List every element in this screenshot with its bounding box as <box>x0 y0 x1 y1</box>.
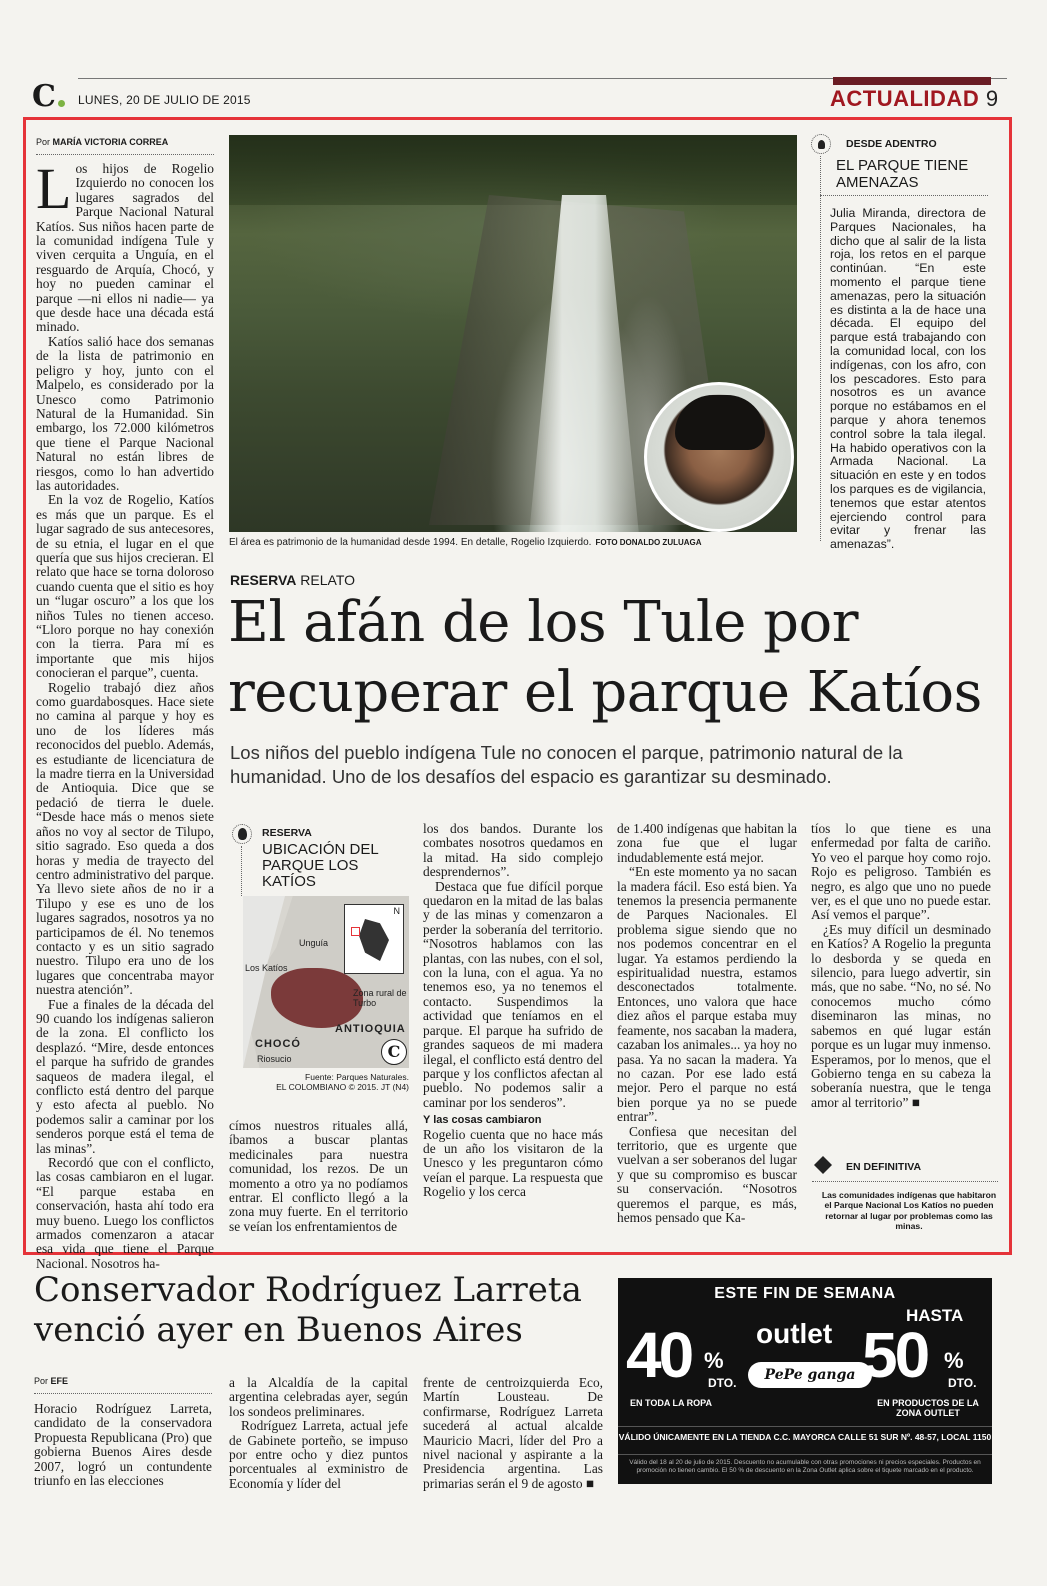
brand-logo: PePe ganga <box>748 1362 872 1388</box>
bottom-byline: Por EFE <box>34 1376 69 1386</box>
north-arrow: N <box>393 906 400 916</box>
summary-body: Las comunidades indígenas que habitaron el Parque Nacional Los Katíos no pueden retornar al lugar por problemas como las minas. <box>821 1190 997 1232</box>
story-deck: Los niños del pueblo indígena Tule no conocen el parque, patrimonio natural de la humanidad. Uno de los desafíos del espacio es garantizar su desminado. <box>230 742 903 787</box>
story-column-5: tíos lo que tiene es una enfermedad por falta de cariño. Yo veo el parque hoy como rojo. Rojo es peligroso. También es negro, es algo que uno no puede ver, es el que uno no puede estar. Así vemos el parque”. ¿Es muy difícil un desminado en Katíos? A Rogelio la pregunta lo desborda y se queda en silencio, para luego advertir, sin más, que no sabe. “No, no sé. No conocemos mucho cómo diseminaron las minas, no sabemos en qué lugar están porque es un lugar muy inmenso. Esperamos, por lo menos, que el Gobierno tenga en su cabeza la soberanía nuestra, que le tenga amor al territorio” ■ <box>811 821 991 1110</box>
ad-hasta: HASTA <box>906 1306 964 1325</box>
bottom-byline-rule <box>34 1393 212 1394</box>
map-logo: C <box>381 1039 407 1065</box>
photo-credit: FOTO DONALDO ZULUAGA <box>595 538 702 547</box>
portrait-photo <box>644 382 794 532</box>
ad-left-sub: EN TODA LA ROPA <box>630 1398 713 1408</box>
story-column-4: de 1.400 indígenas que habitan la zona fue que el lugar indudablemente está mejor. “En este momento ya no sacan la madera fácil. Eso está bien. Ya tenemos la presencia permanente de Parques Nacionales. El problema sigue siendo que no nos podemos concentrar en el lugar. Ya estamos perdiendo la espiritualidad nuestra, estamos desconectados totalmente. Entonces, uno valora que hace diez años el parque estaba muy feamente, nos sacaban la madera, cazaban los animales... ya hoy no pasa. Ya no sacan la madera. Ya no cazan. Por ese lado está mejor. Pero el parque no está bien porque ya no se puede entrar”. Confiesa que necesitan del territorio, que es urgente que vuelvan a ser soberanos del lugar y que su compromiso es buscar su conservación. “Nosotros queremos el parque, es más, hemos pensado que Ka- <box>617 821 797 1225</box>
sidebar-rule <box>820 156 821 541</box>
bottom-column-3: frente de centroizquierda Eco, Martín Lousteau. De confirmarse, Rodríguez Larreta sucederá al actual alcalde Mauricio Macri, líder del Pro a nivel nacional y aspirante a la Presidencia argentina. Las primarias serán el 9 de agosto ■ <box>423 1375 603 1491</box>
map-label-unguia: Unguía <box>299 938 329 948</box>
map-label-choco: CHOCÓ <box>255 1038 301 1050</box>
map-kicker: RESERVA <box>262 827 312 839</box>
sidebar-title: EL PARQUE TIENE AMENAZAS <box>836 157 969 191</box>
bottom-column-1: Horacio Rodríguez Larreta, candidato de la conservadora Propuesta Republicana (Pro) que gobierna Buenos Aires desde 2007, logró un contundente triunfo en las elecciones <box>34 1401 212 1489</box>
tree-icon <box>232 824 252 844</box>
page-number: 9 <box>985 86 999 111</box>
ad-outlet: outlet <box>756 1318 833 1349</box>
ad-right-sub: EN PRODUCTOS DE LA ZONA OUTLET <box>877 1398 979 1418</box>
ad-validity: VÁLIDO ÚNICAMENTE EN LA TIENDA C.C. MAYORCA CALLE 51 SUR Nº. 48-57, LOCAL 1150 <box>618 1426 992 1442</box>
ad-left-dto: DTO. <box>708 1376 737 1390</box>
person-icon <box>811 134 831 154</box>
ad-left-discount: 40 <box>626 1319 692 1391</box>
ad-fine-print: Válido del 18 al 20 de julio de 2015. Descuento no acumulable con otras promociones ni precios especiales. Productos en promoción no tienen cambio. El 50 % de descuento en la Zona Outlet aplica sobre el tiquete marcado en el producto. <box>618 1454 992 1475</box>
byline-rule <box>36 154 214 155</box>
story-kicker: RESERVA RELATO <box>230 572 356 588</box>
ad-left-pct: % <box>704 1348 724 1373</box>
map-title: UBICACIÓN DEL PARQUE LOS KATÍOS <box>262 841 379 890</box>
map-label-zona-rural: Zona rural de Turbo <box>353 988 407 1008</box>
sidebar-divider <box>820 195 988 196</box>
story-headline: El afán de los Tule por recuperar el parque Katíos <box>228 590 982 725</box>
colombia-inset-map <box>344 904 404 974</box>
map-rule <box>241 846 242 896</box>
bottom-column-2: a la Alcaldía de la capital argentina celebradas ayer, según los sondeos preliminares. Rodríguez Larreta, actual jefe de Gabinete porteño, se impuso por entre ocho y diez puntos porcentuales al exministro de Economía y líder del <box>229 1375 408 1491</box>
photo-caption: El área es patrimonio de la humanidad desde 1994. En detalle, Rogelio Izquierdo. FOTO DONALDO ZULUAGA <box>229 537 702 548</box>
ad-right-pct: % <box>944 1348 964 1373</box>
section-bar <box>833 77 991 85</box>
ad-right-discount: 50 <box>862 1319 928 1391</box>
section-label: ACTUALIDAD 9 <box>830 86 999 111</box>
issue-date: LUNES, 20 DE JULIO DE 2015 <box>78 93 251 107</box>
advertisement <box>618 1278 992 1484</box>
story-column-2: címos nuestros rituales allá, íbamos a buscar plantas medicinales para nuestra comunidad, los rezos. De un momento a otro ya no podíamos entrar. El conflicto llegó a la zona muy fuerte. En el territorio se veían los enfrentamientos de <box>229 1118 408 1234</box>
map-source: Fuente: Parques Naturales. EL COLOMBIANO © 2015. JT (N4) <box>276 1072 409 1092</box>
story-column-3: los dos bandos. Durante los combates nosotros quedamos en la mitad. Ha sido complejo desprendernos”. Destaca que fue difícil porque quedaron en la mitad de las balas y de las minas y comenzaron a perder la soberanía del territorio. “Nosotros hablamos con las plantas, con las nubes, con el sol, con la luna, con el agua. Ya no tenemos eso, ya no tenemos el contacto. Suspendimos la actividad que teníamos en el parque. El parque ha sufrido de grandes saqueos de mi madera ilegal, el conflicto está dentro del parque y los conflictos afectan al pueblo. No podemos salir a caminar por los senderos”. Y las cosas cambiaron Rogelio cuenta que no hace más de un año los visitaron de la Unesco y les preguntaron cómo veían el parque. La respuesta que Rogelio y los cerca <box>423 821 603 1200</box>
ad-top-line: ESTE FIN DE SEMANA <box>714 1285 896 1302</box>
bottom-headline: Conservador Rodríguez Larreta venció ayer en Buenos Aires <box>34 1270 582 1350</box>
ad-right-dto: DTO. <box>948 1376 977 1390</box>
sidebar-body: Julia Miranda, directora de Parques Nacionales, ha dicho que al salir de la lista roja, los retos en el parque continúan. “En este momento el parque tiene amenazas, pero la situación es distinta a la de hace una década. El equipo del parque está trabajando con la comunidad local, con los indígenas, con los afro, con los pescadores. Esto para nosotros es un avance porque no estábamos en el parque y ahora tenemos control sobre la tala ilegal. Ha habido operativos con la Armada Nacional. La situación en este y en todos los parques es de vigilancia, tenemos que estar atentos ejerciendo control para evitar y frenar las amenazas”. <box>830 206 986 552</box>
summary-rule <box>812 1181 998 1182</box>
dropcap: L <box>36 156 72 221</box>
column-subhead: Y las cosas cambiaron <box>423 1114 542 1127</box>
sidebar-kicker: DESDE ADENTRO <box>846 138 937 150</box>
byline: Por MARÍA VICTORIA CORREA <box>36 137 169 147</box>
map-label-riosucio: Riosucio <box>257 1054 292 1064</box>
summary-kicker: EN DEFINITIVA <box>846 1161 922 1173</box>
newspaper-logo: C <box>32 82 66 112</box>
story-column-1: Los hijos de Rogelio Izquierdo no conocen los lugares sagrados del Parque Nacional Natural Katíos. Sus niños hacen parte de la comunidad indígena Tule y viven cerquita a Unguía, en el resguardo de Arquía, Chocó, y hoy no pueden caminar el parque —ni ellos ni nadie— ya que desde hace una década está minado. Katíos salió hace dos semanas de la lista de patrimonio en peligro y hoy, junto con el Malpelo, es considerado por la Unesco como Patrimonio Natural de la Humanidad. Sin embargo, los 72.000 kilómetros que tiene el Parque Nacional Natural no están libres de riesgos, como lo han advertido las autoridades. En la voz de Rogelio, Katíos es más que un parque. Es el lugar sagrado de sus antecesores, de su etnia, el lugar en el que quería que sus hijos crecieran. El relato que hace se torna doloroso cuando cuenta que el sitio es hoy un “lugar oscuro” a los que los niños Tules no tienen acceso. “Lloro porque no hay conexión con la tierra. Para mí es importante que mis hijos conocieran el parque”, cuenta. Rogelio trabajó diez años como guardabosques. Hace siete no camina al parque y hoy es uno de los líderes más reconocidos del pueblo. Además, es estudiante de licenciatura de la madre tierra en la Universidad de Antioquia. Dice que se pedació de tierra le duele. “Desde hace más o menos siete años no voy al sector de Tilupo, sitio sagrado. Eso queda a dos horas y media de trayecto del centro administrativo del parque. Ya llevo siete años de no ir a Tilupo y ese es uno de los lugares sagrados, nosotros ya no participamos de él. No tenemos contacto y es un sitio sagrado nuestro. Tilupo era uno de los lugares que concentraba mayor nuestra atención”. Fue a finales de la década del 90 cuando los indígenas salieron de la zona. El conflicto los desplazó. “Mire, desde entonces el parque ha sufrido de grandes saqueos de madera ilegal, el conflicto está dentro del parque y esto afecta al pueblo. No podemos salir a caminar por los senderos porque está el tema de las minas”. Recordó que con el conflicto, las cosas cambiaron en el lugar. “El parque estaba en conservación, hasta ahí todo era muy bueno. Luego los conflictos armados comenzaron a atacar esa vida que tiene el Parque Nacional. Nosotros ha- <box>36 156 214 1271</box>
map-label-antioquia: ANTIOQUIA <box>335 1023 406 1035</box>
map-label-los-katios: Los Katíos <box>245 963 288 973</box>
